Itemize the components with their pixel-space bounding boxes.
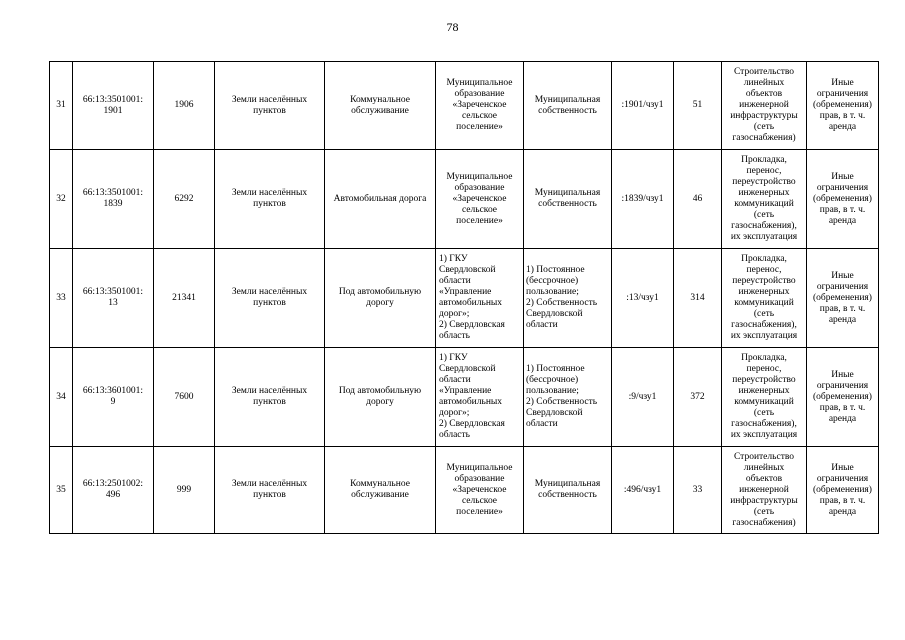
plot-part-cell: :9/чзу1 [612, 348, 674, 447]
cadastral-number-cell: 66:13:3501001: 1901 [73, 62, 154, 150]
permitted-use-cell: Коммунальное обслуживание [325, 62, 436, 150]
row-number-cell: 34 [50, 348, 73, 447]
land-category-cell: Земли населённых пунктов [215, 447, 325, 534]
purpose-cell: Строительство линейных объектов инженерной инфраструктуры (сеть газоснабжения) [722, 62, 807, 150]
permitted-use-cell: Под автомобильную дорогу [325, 249, 436, 348]
restriction-cell: Иные ограничения (обременения) прав, в т. ч. аренда [807, 348, 879, 447]
purpose-cell: Прокладка, перенос, переустройство инженерных коммуникаций (сеть газоснабжения), их эксплуатация [722, 150, 807, 249]
land-category-cell: Земли населённых пунктов [215, 249, 325, 348]
restriction-cell: Иные ограничения (обременения) прав, в т. ч. аренда [807, 150, 879, 249]
plot-area-cell: 7600 [154, 348, 215, 447]
plot-part-cell: :13/чзу1 [612, 249, 674, 348]
plot-area-cell: 1906 [154, 62, 215, 150]
permitted-use-cell: Коммунальное обслуживание [325, 447, 436, 534]
land-category-cell: Земли населённых пунктов [215, 348, 325, 447]
cadastral-number-cell: 66:13:3601001: 9 [73, 348, 154, 447]
right-type-cell: 1) Постоянное (бессрочное) пользование; 2) Собственность Свердловской области [524, 348, 612, 447]
cadastral-number-cell: 66:13:3501001: 1839 [73, 150, 154, 249]
owner-cell: Муниципальное образование «Зареченское сельское поселение» [436, 447, 524, 534]
owner-cell: 1) ГКУ Свердловской области «Управление автомобильных дорог»; 2) Свердловская область [436, 348, 524, 447]
plot-area-cell: 6292 [154, 150, 215, 249]
cadastral-number-cell: 66:13:3501001: 13 [73, 249, 154, 348]
purpose-cell: Прокладка, перенос, переустройство инженерных коммуникаций (сеть газоснабжения), их эксплуатация [722, 249, 807, 348]
part-area-cell: 46 [674, 150, 722, 249]
row-number-cell: 32 [50, 150, 73, 249]
table-row [50, 447, 879, 534]
restriction-cell: Иные ограничения (обременения) прав, в т. ч. аренда [807, 62, 879, 150]
land-category-cell: Земли населённых пунктов [215, 62, 325, 150]
cadastral-number-cell: 66:13:2501002: 496 [73, 447, 154, 534]
owner-cell: Муниципальное образование «Зареченское сельское поселение» [436, 150, 524, 249]
part-area-cell: 372 [674, 348, 722, 447]
right-type-cell: Муниципальная собственность [524, 447, 612, 534]
right-type-cell: 1) Постоянное (бессрочное) пользование; 2) Собственность Свердловской области [524, 249, 612, 348]
table-row [50, 348, 879, 447]
row-number-cell: 31 [50, 62, 73, 150]
table-row [50, 150, 879, 249]
row-number-cell: 33 [50, 249, 73, 348]
restriction-cell: Иные ограничения (обременения) прав, в т. ч. аренда [807, 447, 879, 534]
land-plots-table [49, 61, 879, 534]
restriction-cell: Иные ограничения (обременения) прав, в т. ч. аренда [807, 249, 879, 348]
purpose-cell: Прокладка, перенос, переустройство инженерных коммуникаций (сеть газоснабжения), их эксплуатация [722, 348, 807, 447]
right-type-cell: Муниципальная собственность [524, 62, 612, 150]
part-area-cell: 33 [674, 447, 722, 534]
permitted-use-cell: Автомобильная дорога [325, 150, 436, 249]
permitted-use-cell: Под автомобильную дорогу [325, 348, 436, 447]
row-number-cell: 35 [50, 447, 73, 534]
plot-part-cell: :1901/чзу1 [612, 62, 674, 150]
table-row [50, 62, 879, 150]
part-area-cell: 51 [674, 62, 722, 150]
page-number: 78 [446, 20, 459, 34]
plot-area-cell: 21341 [154, 249, 215, 348]
plot-area-cell: 999 [154, 447, 215, 534]
owner-cell: 1) ГКУ Свердловской области «Управление автомобильных дорог»; 2) Свердловская область [436, 249, 524, 348]
table-row [50, 249, 879, 348]
purpose-cell: Строительство линейных объектов инженерной инфраструктуры (сеть газоснабжения) [722, 447, 807, 534]
land-category-cell: Земли населённых пунктов [215, 150, 325, 249]
plot-part-cell: :1839/чзу1 [612, 150, 674, 249]
part-area-cell: 314 [674, 249, 722, 348]
plot-part-cell: :496/чзу1 [612, 447, 674, 534]
right-type-cell: Муниципальная собственность [524, 150, 612, 249]
owner-cell: Муниципальное образование «Зареченское сельское поселение» [436, 62, 524, 150]
